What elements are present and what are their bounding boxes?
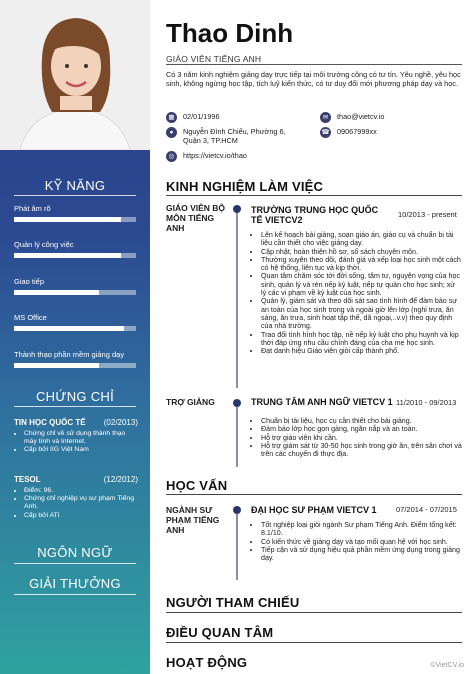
education-divider xyxy=(166,494,462,495)
languages-divider xyxy=(14,563,136,564)
skill-item xyxy=(14,277,136,295)
job-duty: • Chuẩn bị tài liệu, học cụ cần thiết cho bài giảng. xyxy=(261,417,462,425)
job-duties xyxy=(251,417,462,458)
edu-detail: • Có kiến thức về giảng dạy và tạo mối quan hệ với học sinh. xyxy=(261,538,462,546)
job-duties xyxy=(251,231,462,355)
timeline-line xyxy=(236,514,238,580)
job-duty: • Cập nhật, hoàn thiện hồ sơ, sổ sách chuyên môn. xyxy=(261,248,462,256)
education-title: HỌC VẤN xyxy=(166,478,228,493)
job-role: TRỢ GIẢNG xyxy=(166,397,215,407)
calendar-icon: ▦ xyxy=(166,112,177,123)
job-duty: • Đảm bảo lớp học gọn gàng, ngăn nắp và an toàn. xyxy=(261,425,462,433)
timeline-dot xyxy=(233,506,241,514)
job-title: GIÁO VIÊN TIẾNG ANH xyxy=(166,54,262,64)
skill-item xyxy=(14,240,136,258)
skill-item xyxy=(14,313,136,331)
job-duty: • Quan tâm chăm sóc tới đời sống, tâm tư, nguyện vọng của học sinh, quản lý và rèn nếp kỷ luật, nếp tự quản cho học sinh; xử lý các vi phạm về kỷ luật của học sinh. xyxy=(261,272,462,297)
skill-label: Phát âm rõ xyxy=(14,204,51,213)
job-role: GIÁO VIÊN BỘ MÔN TIẾNG ANH xyxy=(166,203,226,233)
cert-item xyxy=(14,475,138,520)
cert-detail: • Chứng chỉ nghiệp vụ sư phạm Tiếng Anh. xyxy=(24,495,138,511)
languages-title: NGÔN NGỮ xyxy=(37,545,113,560)
interests-divider xyxy=(166,642,462,643)
skill-label: MS Office xyxy=(14,313,47,322)
contact-email[interactable] xyxy=(320,112,460,123)
skill-bar xyxy=(14,290,136,295)
title-divider xyxy=(166,64,462,65)
skill-bar xyxy=(14,253,136,258)
cert-detail: • Điểm: 96. xyxy=(24,487,138,495)
job-duty: • Thường xuyên theo dõi, đánh giá và xếp loại học sinh một cách có hệ thống, liên tục và kịp thời. xyxy=(261,256,462,273)
dob-value: 02/01/1996 xyxy=(183,112,220,121)
job-period: 10/2013 - present xyxy=(398,210,457,219)
contact-website[interactable] xyxy=(166,151,366,162)
contact-phone[interactable] xyxy=(320,127,460,138)
edu-detail: • Tiếp cận và sử dụng hiệu quả phần mềm ứng dụng trong giảng dạy. xyxy=(261,546,462,563)
contact-dob xyxy=(166,112,306,123)
skills-divider xyxy=(14,195,136,196)
location-icon: ● xyxy=(166,127,177,138)
cert-detail: • Chứng chỉ về sử dụng thành thạo máy tính và Internet. xyxy=(24,430,138,446)
job-duty: • Hỗ trợ giáo viên khi cần. xyxy=(261,434,462,442)
job-org: TRƯỜNG TRUNG HỌC QUỐC TẾ VIETCV2 xyxy=(251,205,379,225)
cert-item xyxy=(14,418,138,455)
edu-school: ĐẠI HỌC SƯ PHẠM VIETCV 1 xyxy=(251,505,377,515)
globe-icon: ◎ xyxy=(166,151,177,162)
skill-bar-fill xyxy=(14,290,99,295)
phone-value[interactable]: 09067999xx xyxy=(337,127,377,136)
skill-item xyxy=(14,350,136,368)
job-duty: • Lên kế hoạch bài giảng, soạn giáo án, giáo cụ và chuẩn bị tài liệu cần thiết cho việc giảng dạy. xyxy=(261,231,462,248)
edu-detail: • Tốt nghiệp loại giỏi ngành Sư phạm Tiếng Anh. Điểm tổng kết: 8.1/10. xyxy=(261,521,462,538)
job-period: 11/2010 - 09/2013 xyxy=(396,398,457,407)
activities-title: HOẠT ĐỘNG xyxy=(166,655,248,670)
certs-title: CHỨNG CHỈ xyxy=(35,389,115,404)
job-duty: • Đạt danh hiệu Giáo viên giỏi cấp thành phố. xyxy=(261,347,462,355)
cert-detail: • Cấp bởi ATI xyxy=(24,512,138,520)
skill-label: Giao tiếp xyxy=(14,277,45,286)
skill-bar-fill xyxy=(14,253,121,258)
references-divider xyxy=(166,612,462,613)
skill-bar xyxy=(14,326,136,331)
skill-label: Quản lý công việc xyxy=(14,240,74,249)
cert-year: (02/2013) xyxy=(103,418,138,427)
cert-detail: • Cấp bởi IIG Việt Nam xyxy=(24,446,138,454)
skill-bar-fill xyxy=(14,217,121,222)
address-value: Nguyễn Đình Chiểu, Phường 6, Quận 3, TP.HCM xyxy=(183,127,286,146)
website-value[interactable]: https://vietcv.io/thao xyxy=(183,151,247,160)
job-duty: • Trao đổi tình hình học tập, nề nếp kỷ luật cho phụ huynh và kịp thời đáp ứng nhu cầu chính đáng của cha mẹ học sinh. xyxy=(261,331,462,348)
skill-bar-fill xyxy=(14,326,124,331)
edu-period: 07/2014 - 07/2015 xyxy=(396,505,457,514)
certs-divider xyxy=(14,406,136,407)
phone-icon: ☎ xyxy=(320,127,331,138)
summary: Có 3 năm kinh nghiệm giảng dạy trực tiếp tại môi trường công có tư tín. Yêu nghề, yêu học sinh, không ngừng học tập, tích luỹ kiến thức, có tư duy đổi mới phương pháp dạy và học. xyxy=(166,70,461,89)
skill-item xyxy=(14,204,136,222)
experience-title: KINH NGHIỆM LÀM VIỆC xyxy=(166,179,324,194)
edu-major: NGÀNH SƯ PHẠM TIẾNG ANH xyxy=(166,505,220,535)
timeline-line xyxy=(236,407,238,467)
skill-bar xyxy=(14,217,136,222)
cert-name: TESOL xyxy=(14,475,41,484)
email-value[interactable]: thao@vietcv.io xyxy=(337,112,385,121)
contact-address xyxy=(166,127,306,145)
edu-details xyxy=(251,521,462,562)
cert-name: TIN HỌC QUỐC TẾ xyxy=(14,418,86,427)
skill-bar-fill xyxy=(14,363,99,368)
references-title: NGƯỜI THAM CHIẾU xyxy=(166,595,300,610)
timeline-dot xyxy=(233,205,241,213)
cert-year: (12/2012) xyxy=(103,475,138,484)
timeline-line xyxy=(236,213,238,388)
job-duty: • Quản lý, giám sát và theo dõi sát sao tình hình để đảm bảo sự an toàn của học sinh trong và ngoài giờ lên lớp (nghỉ trưa, ăn sáng, ăn trưa, sinh hoạt tập thể, dã ngoại,..v.v) theo quy định của nhà trường. xyxy=(261,297,462,330)
interests-title: ĐIỀU QUAN TÂM xyxy=(166,625,274,640)
skill-label: Thành thạo phần mềm giảng dạy xyxy=(14,350,125,359)
job-duty: • Hỗ trợ giám sát từ 30-50 học sinh trong giờ ăn, trên sân chơi và trên các chuyến đi thực địa. xyxy=(261,442,462,459)
timeline-dot xyxy=(233,399,241,407)
skill-bar xyxy=(14,363,136,368)
awards-divider xyxy=(14,594,136,595)
profile-photo xyxy=(0,0,150,150)
job-org: TRUNG TÂM ANH NGỮ VIETCV 1 xyxy=(251,397,393,407)
sidebar xyxy=(0,0,150,674)
candidate-name: Thao Dinh xyxy=(166,18,294,48)
watermark: ©VietCV.io xyxy=(430,662,464,669)
experience-divider xyxy=(166,195,462,196)
email-icon: ✉ xyxy=(320,112,331,123)
skills-title: KỸ NĂNG xyxy=(44,178,106,193)
awards-title: GIẢI THƯỞNG xyxy=(29,576,121,591)
